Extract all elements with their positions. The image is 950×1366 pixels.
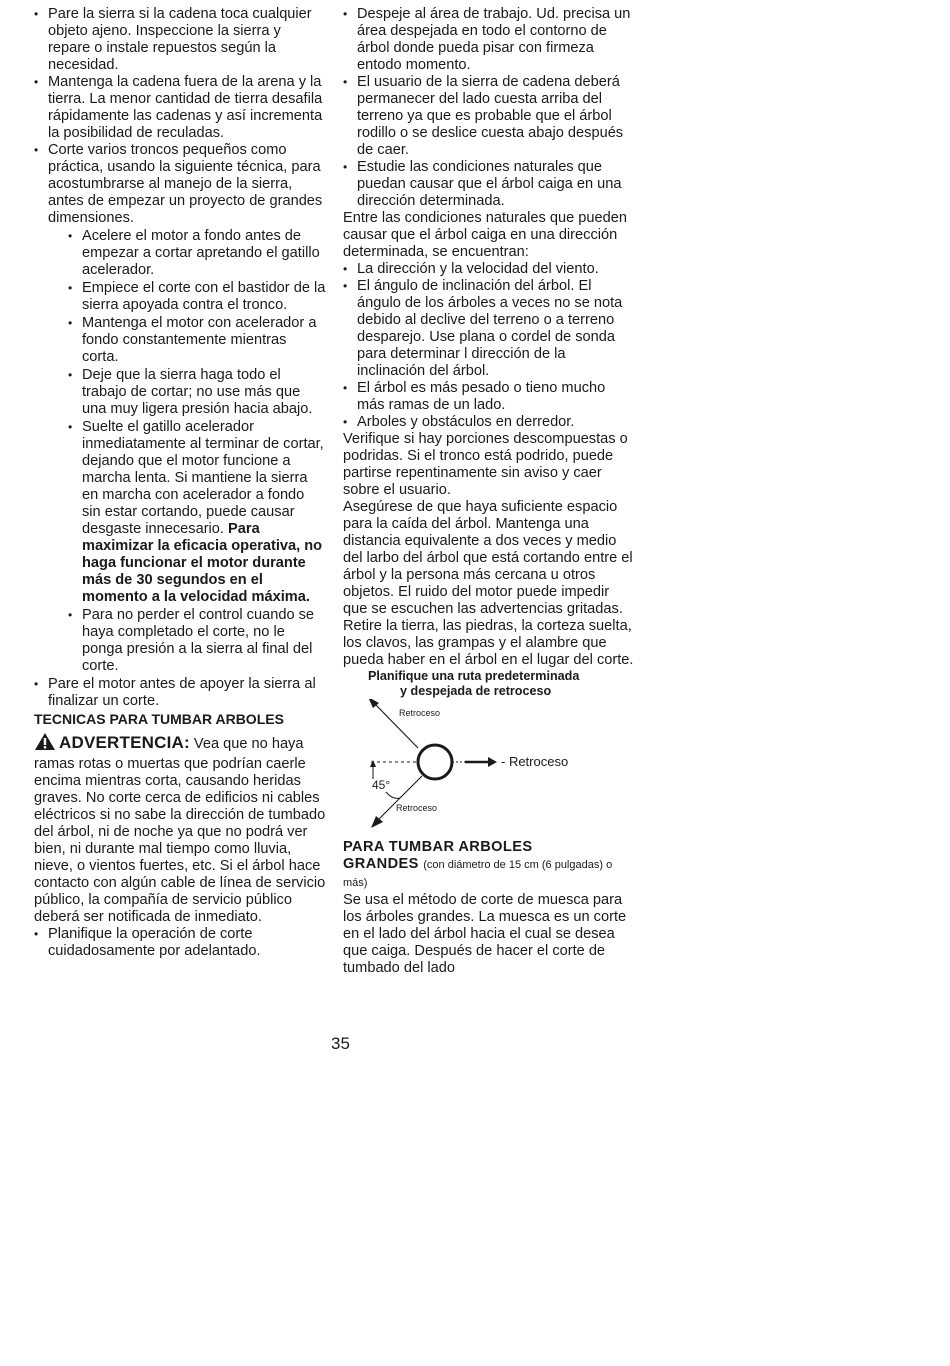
retreat-arrowhead-lower [371,816,383,828]
para-space: Asegúrese de que haya suficiente espacio para la caída del árbol. Mantenga una distancia equivalente a dos veces y medio del larbo del árbol que está cortando entre el árbol y la persona más cercana u otros objetos. El ruido del motor puede impedir que se escuchen las advertencias gritadas. [343,499,633,617]
warning-triangle-icon [34,732,56,756]
warning-text: Vea que no haya ramas rotas o muertas que podrían caerle encima mientras corta, causando heridas graves. No corte cerca de edificios ni cables eléctricos si no sabe la dirección de tumbado del árbol, ni de noche ya que no podrá ver bien, ni durante mal tiempo como lluvia, nieve, o vientos fuertes, etc. Si el árbol hace contacto con algún cable de línea de servicio público, la compañía de servicio público deberá ser notificada de inmediato. [34,736,326,925]
bullet-chain-clean: • Mantenga la cadena fuera de la arena y la tierra. La menor cantidad de tierra desafila rápidamente las cadenas y así incrementa la posibilidad de reculadas. [34,74,326,142]
label-retroceso-right: - Retroceso [501,754,569,769]
label-retroceso-top: Retroceso [399,708,441,718]
bullet-plan: • Planifique la operación de corte cuidadosamente por adelantado. [34,926,326,960]
release-text: Suelte el gatillo acelerador inmediatamente al terminar de cortar, dejando que el motor funcione a marcha lenta. Si mantiene la sierra en marcha con acelerador a fondo sin estar cortando, puede causar desgaste innecesario. [82,419,324,537]
para-remove: Retire la tierra, las piedras, la corteza suelta, los clavos, las grampas y el alambre que pueda haber en el árbol en el lugar del corte. [343,618,634,668]
practice-sub-list [48,228,326,675]
right-column [343,6,635,977]
heading-tecnicas: TECNICAS PARA TUMBAR ARBOLES [34,711,284,727]
section-heading-grandes: GRANDES [343,856,419,872]
bullet-practice [34,142,326,675]
bullet-wind: • La dirección y la velocidad del viento. [343,261,635,278]
retreat-diagram-svg [343,699,635,835]
sub-bullet-let-saw-work: • Deje que la sierra haga todo el trabajo de cortar; no use más que una muy ligera presión hacia abajo. [48,367,326,418]
warning-title: ADVERTENCIA: [59,733,190,752]
warning-block [34,732,326,926]
bullet-heavier-side: • El árbol es más pesado o tieno mucho más ramas de un lado. [343,380,635,414]
right-bullet-list-b [343,261,635,431]
bullet-obstacles: • Arboles y obstáculos en derredor. [343,414,635,431]
section-heading-large-trees [343,839,635,892]
section-heading-line1: PARA TUMBAR ARBOLES [343,839,533,855]
bullet-clear-area: • Despeje al área de trabajo. Ud. precisa un área despejada en todo el contorno de árbol donde pueda pisar con firmeza entodo momento. [343,6,635,74]
left-column [34,6,326,960]
angle-arc [386,792,400,798]
label-angle: 45° [372,778,391,792]
sub-bullet-keep-control: • Para no perder el control cuando se haya completado el corte, no le ponga presión a la sierra al final del corte. [48,607,326,675]
label-retroceso-bottom: Retroceso [396,803,438,813]
bullet-lean-angle: • El ángulo de inclinación del árbol. El ángulo de los árboles a veces no se nota debido al declive del terreno o a terreno desparejo. Use plana o cordel de sonda para determinar l dirección de la inclinación del árbol. [343,278,635,380]
plan-bullet-list [34,926,326,960]
release-bold-text: Para maximizar la eficacia operativa, no haga funcionar el motor durante más de 30 segundos en el momento a la velocidad máxima. [82,521,323,605]
page-number: 35 [331,1034,350,1053]
bullet-uphill: • El usuario de la sierra de cadena deberá permanecer del lado cuesta arriba del terreno ya que es probable que el árbol rodillo o se deslice cuesta abajo después de caer. [343,74,635,159]
para-conditions: Entre las condiciones naturales que pueden causar que el árbol caiga en una dirección determinada, se encuentran: [343,210,627,260]
sub-bullet-start-cut: • Empiece el corte con el bastidor de la sierra apoyada contra el tronco. [48,280,326,314]
practice-text: Corte varios troncos pequeños como práctica, usando la siguiente técnica, para acostumbrarse al manejo de la sierra, antes de empezar un proyecto de grandes dimensiones. [48,142,323,226]
figure-caption-line1: Planifique una ruta predeterminada [368,669,580,683]
sub-bullet-release-trigger [48,419,326,606]
figure-caption-line2: y despejada de retroceso [400,684,552,698]
para-verify: Verifique si hay porciones descompuestas o podridas. Si el tronco está podrido, puede partirse repentinamente sin aviso y caer sobre el usuario. [343,431,628,498]
bullet-stop-motor: • Pare el motor antes de apoyer la sierra al finalizar un corte. [34,676,326,710]
sub-bullet-accelerate: • Acelere el motor a fondo antes de empezar a cortar apretando el gatillo acelerador. [48,228,326,279]
retreat-figure [343,669,635,835]
para-notch-method: Se usa el método de corte de muesca para los árboles grandes. La muesca es un corte en el lado del árbol hacia el cual se desea que caiga. Después de hacer el corte de tumbado del lado [343,892,627,976]
section-heading-line2 [343,856,635,892]
section-heading-note: (con diámetro de 15 cm (6 pulgadas) o más) [343,859,613,889]
bullet-stop-saw: • Pare la sierra si la cadena toca cualquier objeto ajeno. Inspeccione la sierra y repare o instale repuestos según la necesidad. [34,6,326,74]
top-bullet-list [34,6,326,710]
angle-tick-arrowhead [370,760,376,767]
bullet-natural-conditions: • Estudie las condiciones naturales que puedan causar que el árbol caiga en una dirección determinada. [343,159,635,210]
retreat-arrowhead-right [488,757,497,767]
right-bullet-list-a [343,6,635,210]
tree-circle [418,745,452,779]
sub-bullet-full-throttle: • Mantenga el motor con acelerador a fondo constantemente mientras corta. [48,315,326,366]
retreat-diagram [343,699,635,835]
